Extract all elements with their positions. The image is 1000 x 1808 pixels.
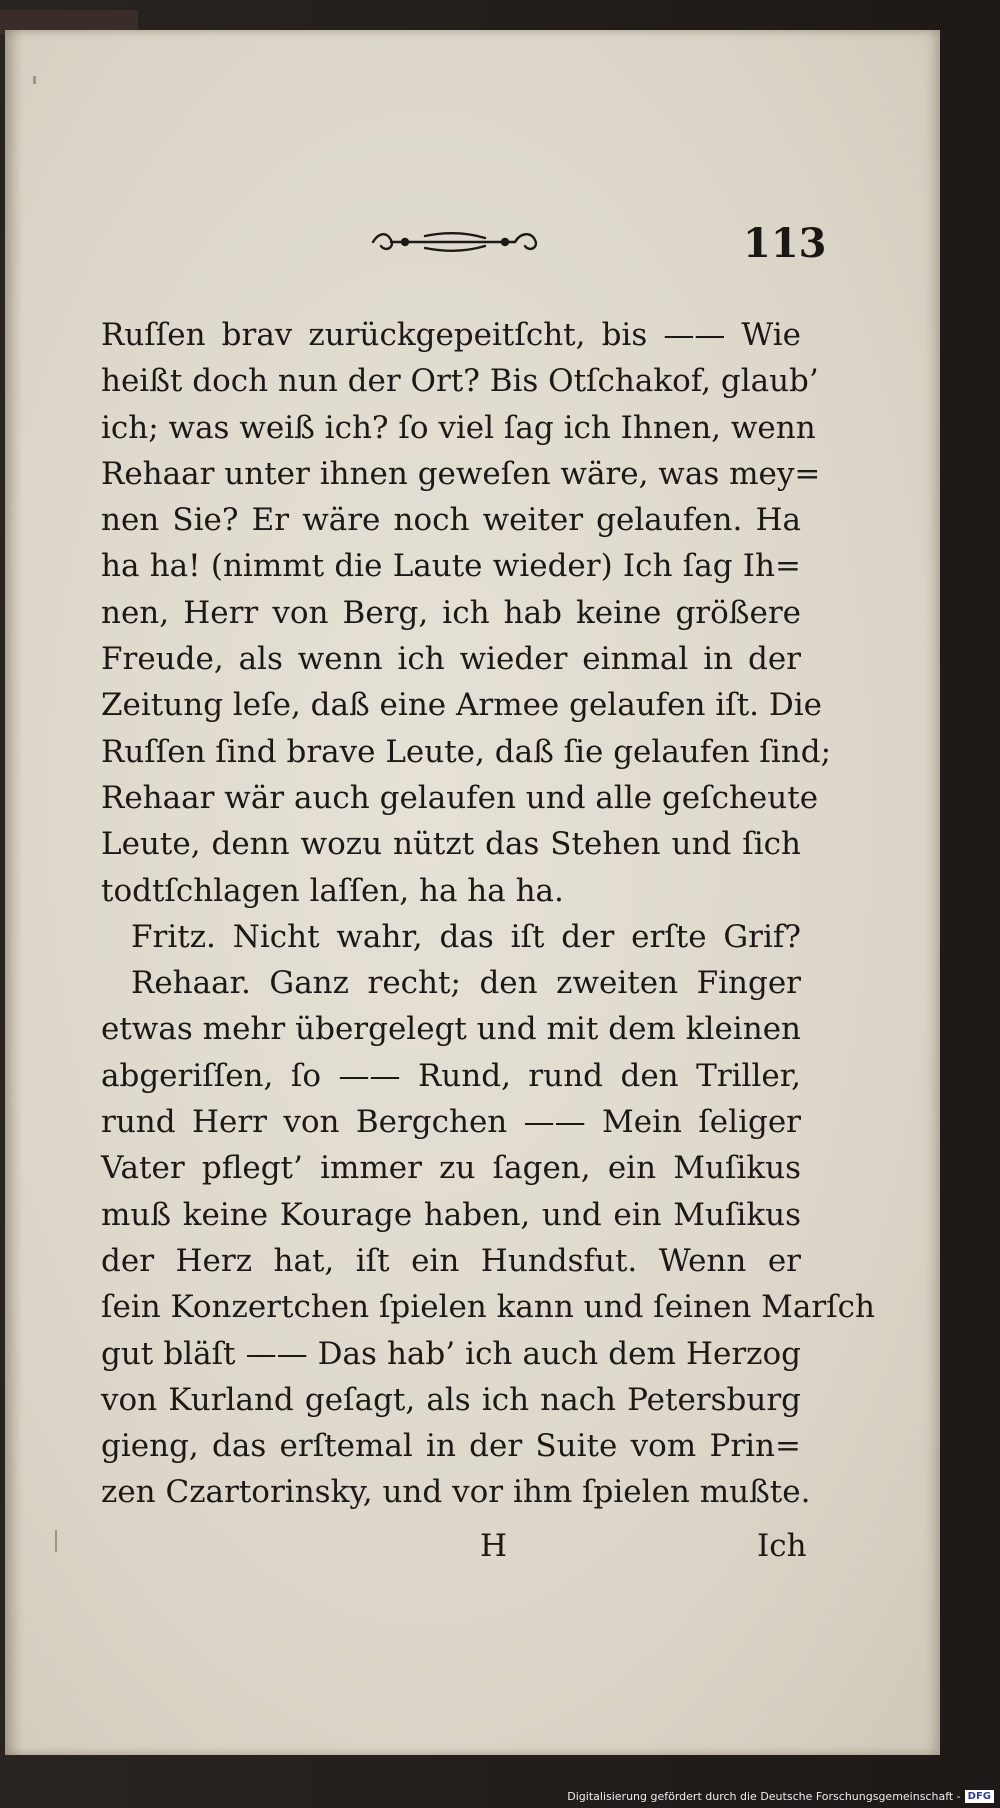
text-line-speaker-rehaar: Rehaar. Ganz recht; den zweiten Finger	[131, 965, 801, 1002]
text-line: von Kurland geſagt, als ich nach Petersburg	[101, 1381, 801, 1418]
page-number: 113	[743, 220, 827, 267]
paper-blemish	[33, 76, 36, 84]
text-line: ha ha! (nimmt die Laute wieder) Ich ſag Ih=	[101, 548, 801, 585]
digitization-credit	[567, 1786, 994, 1806]
text-line: Leute, denn wozu nützt das Stehen und ſich	[101, 826, 801, 863]
text-line: ſein Konzertchen ſpielen kann und ſeinen Marſch	[101, 1289, 876, 1326]
page-spine-shadow	[5, 30, 23, 1755]
dfg-logo: DFG	[965, 1790, 994, 1803]
text-line: Rehaar unter ihnen geweſen wäre, was mey=	[101, 455, 821, 492]
book-page	[5, 30, 940, 1755]
text-line: Freude, als wenn ich wieder einmal in der	[101, 641, 801, 678]
text-line: muß keine Kourage haben, und ein Muſikus	[101, 1196, 801, 1233]
text-line: der Herz hat, iſt ein Hundsfut. Wenn er	[101, 1242, 801, 1279]
text-line: rund Herr von Bergchen —— Mein ſeliger	[101, 1104, 801, 1141]
text-line: gut bläſt —— Das hab’ ich auch dem Herzog	[101, 1335, 801, 1372]
text-line: heißt doch nun der Ort? Bis Otſchakof, glaub’	[101, 363, 819, 400]
text-line-speaker-fritz: Fritz. Nicht wahr, das iſt der erſte Grif?	[131, 918, 801, 955]
text-line: abgeriſſen, ſo —— Rund, rund den Triller,	[101, 1057, 801, 1094]
text-line: ich; was weiß ich? ſo viel ſag ich Ihnen, wenn	[101, 409, 816, 446]
text-line: nen, Herr von Berg, ich hab keine größere	[101, 594, 801, 631]
text-line: Ruſſen brav zurückgepeitſcht, bis —— Wie	[101, 317, 801, 353]
paper-blemish	[55, 1530, 57, 1552]
text-line: todtſchlagen laſſen, ha ha ha.	[101, 872, 564, 909]
credit-text: Digitalisierung gefördert durch die Deutsche Forschungsgemeinschaft -	[567, 1789, 961, 1803]
text-line: Vater pflegt’ immer zu ſagen, ein Muſikus	[101, 1150, 801, 1187]
text-line: etwas mehr übergelegt und mit dem kleinen	[101, 1011, 801, 1048]
text-line: Ruſſen ſind brave Leute, daß ſie gelaufen ſind;	[101, 733, 832, 770]
body-text	[101, 312, 876, 1516]
text-line: gieng, das erſtemal in der Suite vom Prin=	[101, 1428, 801, 1465]
text-line: Rehaar wär auch gelaufen und alle geſcheute	[101, 779, 819, 816]
catchword: Ich	[757, 1528, 807, 1564]
signature-mark: H	[480, 1528, 508, 1564]
text-line: Zeitung leſe, daß eine Armee gelaufen iſt. Die	[101, 687, 822, 724]
text-line: nen Sie? Er wäre noch weiter gelaufen. Ha	[101, 502, 801, 539]
text-line: zen Czartorinsky, und vor ihm ſpielen mußte.	[101, 1474, 811, 1511]
header-ornament-icon	[365, 222, 545, 262]
